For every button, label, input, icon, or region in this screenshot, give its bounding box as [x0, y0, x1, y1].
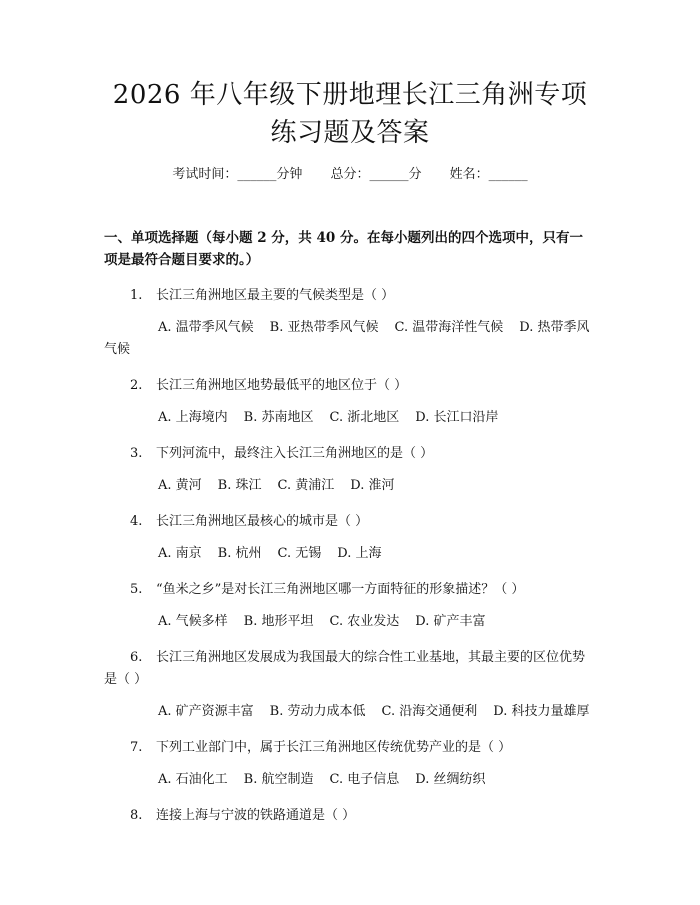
- question-text: 长江三角洲地区最主要的气候类型是（ ）: [156, 288, 395, 303]
- option-d: D. 淮河: [350, 478, 395, 493]
- question-text: 连接上海与宁波的铁路通道是（ ）: [156, 808, 356, 823]
- question-2-options: [104, 407, 596, 429]
- option-c: C. 沿海交通便利: [381, 704, 478, 719]
- document-title: 2026 年八年级下册地理长江三角洲专项练习题及答案: [112, 80, 588, 148]
- question-7: [104, 737, 596, 759]
- option-a: A. 黄河: [158, 478, 202, 493]
- option-d: D. 矿产丰富: [415, 614, 486, 629]
- question-2: [104, 375, 596, 397]
- question-text: 长江三角洲地区发展成为我国最大的综合性工业基地，其最主要的区位优势是（ ）: [104, 650, 586, 687]
- option-a: A. 矿产资源丰富: [158, 704, 254, 719]
- question-7-options: [104, 769, 596, 791]
- option-b: B. 亚热带季风气候: [269, 320, 379, 335]
- exam-info: [104, 165, 596, 185]
- option-b: B. 航空制造: [243, 772, 314, 787]
- question-number: 7.: [130, 740, 143, 755]
- question-number: 5.: [130, 582, 143, 597]
- question-number: 4.: [130, 514, 143, 529]
- option-c: C. 黄浦江: [277, 478, 335, 493]
- option-c: C. 浙北地区: [329, 410, 400, 425]
- option-a: A. 气候多样: [158, 614, 228, 629]
- question-number: 2.: [130, 378, 143, 393]
- question-text: 长江三角洲地区地势最低平的地区位于（ ）: [156, 378, 408, 393]
- question-5-options: [104, 611, 596, 633]
- question-text: 下列河流中，最终注入长江三角洲地区的是（ ）: [156, 446, 434, 461]
- option-c: C. 农业发达: [329, 614, 400, 629]
- option-d: D. 上海: [337, 546, 382, 561]
- option-a: A. 温带季风气候: [158, 320, 254, 335]
- question-text: “鱼米之乡”是对长江三角洲地区哪一方面特征的形象描述？（ ）: [156, 582, 525, 597]
- question-6: [104, 647, 596, 691]
- question-number: 1.: [130, 288, 143, 303]
- option-a: A. 上海境内: [158, 410, 228, 425]
- option-c: C. 无锡: [277, 546, 322, 561]
- question-6-options: [104, 701, 596, 723]
- option-d: D. 热带季风气候: [104, 320, 590, 357]
- question-5: [104, 579, 596, 601]
- question-1-options: [104, 317, 596, 361]
- option-b: B. 苏南地区: [243, 410, 314, 425]
- question-4-options: [104, 543, 596, 565]
- option-b: B. 杭州: [217, 546, 262, 561]
- option-d: D. 科技力量雄厚: [493, 704, 590, 719]
- student-name: 姓名：______: [449, 167, 528, 182]
- question-3-options: [104, 475, 596, 497]
- option-b: B. 劳动力成本低: [269, 704, 366, 719]
- question-1: [104, 285, 596, 307]
- question-4: [104, 511, 596, 533]
- option-b: B. 地形平坦: [243, 614, 314, 629]
- option-b: B. 珠江: [217, 478, 262, 493]
- option-a: A. 南京: [158, 546, 202, 561]
- exam-time: 考试时间：______分钟: [172, 167, 303, 182]
- option-a: A. 石油化工: [158, 772, 228, 787]
- question-number: 8.: [130, 808, 143, 823]
- question-3: [104, 443, 596, 465]
- question-number: 3.: [130, 446, 143, 461]
- option-d: D. 丝绸纺织: [415, 772, 486, 787]
- question-list: [104, 285, 596, 827]
- question-number: 6.: [130, 650, 143, 665]
- question-text: 下列工业部门中，属于长江三角洲地区传统优势产业的是（ ）: [156, 740, 512, 755]
- question-8: [104, 805, 596, 827]
- question-text: 长江三角洲地区最核心的城市是（ ）: [156, 514, 369, 529]
- option-c: C. 电子信息: [329, 772, 400, 787]
- option-d: D. 长江口沿岸: [415, 410, 499, 425]
- total-score: 总分：______分: [330, 167, 422, 182]
- option-c: C. 温带海洋性气候: [394, 320, 504, 335]
- section-heading: 一、单项选择题（每小题 2 分，共 40 分。在每小题列出的四个选项中，只有一项是最符合题目要求的。）: [104, 230, 583, 268]
